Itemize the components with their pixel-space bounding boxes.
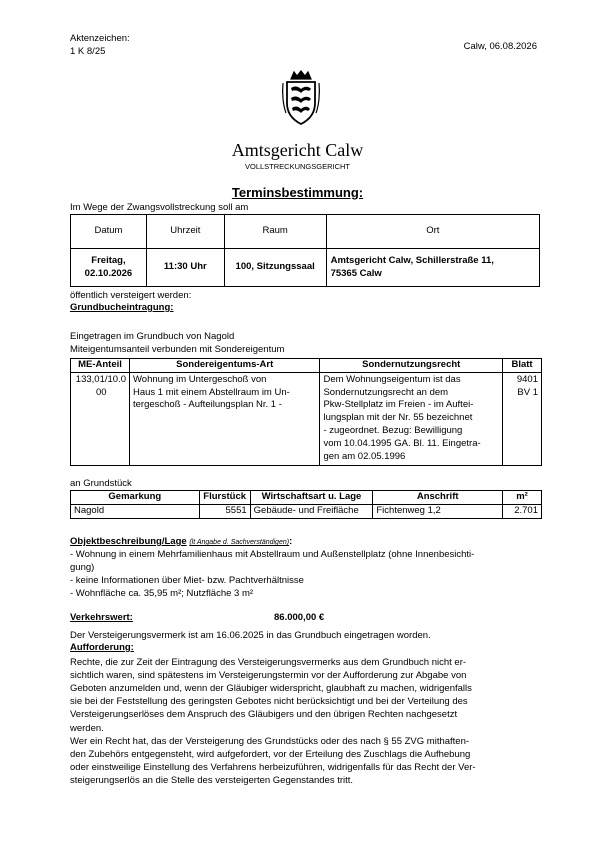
- termin-datum-weekday: Freitag,: [91, 254, 126, 266]
- an-grundstueck-text: an Grundstück: [70, 478, 132, 489]
- termin-header-ort: Ort: [326, 215, 539, 249]
- court-department: VOLLSTRECKUNGSGERICHT: [244, 162, 351, 171]
- me-anteil-line1: 133,01/10.0: [75, 373, 126, 385]
- objekt-line: gung): [70, 562, 95, 574]
- objekt-colon: :: [289, 536, 293, 547]
- termin-datum-date: 02.10.2026: [84, 267, 133, 279]
- termin-ort-line2: 75365 Calw: [330, 267, 382, 279]
- aktenzeichen-value: 1 K 8/25: [70, 45, 106, 57]
- termin-header-row: [71, 215, 540, 249]
- objekt-section: [70, 535, 545, 601]
- gs-header-wirtschaftsart: Wirtschaftsart u. Lage: [250, 491, 373, 505]
- me-anteil: [71, 372, 130, 465]
- me-blatt: [503, 372, 542, 465]
- objekt-heading-line: [70, 535, 545, 548]
- aufforderung-line: sichtlich waren, sind spätestens im Versteigerungstermin vor der Aufforderung zur Abgabe von: [70, 670, 467, 682]
- miteigentum-table: [70, 358, 542, 466]
- gs-anschrift: Fichtenweg 1,2: [373, 505, 503, 519]
- aufforderung-line: Geboten anzumelden und, wenn der Gläubiger widerspricht, glaubhaft zu machen, widrigenfalls: [70, 683, 472, 695]
- me-art-line: Haus 1 mit einem Abstellraum im Un-: [132, 386, 290, 398]
- gs-flurstueck: 5551: [199, 505, 250, 519]
- gs-row: [71, 505, 542, 519]
- aufforderung-line: Versteigerungserlöses dem Anspruch des Gläubigers und den übrigen Rechten nachgesetzt: [70, 709, 458, 721]
- gs-header-gemarkung: Gemarkung: [71, 491, 200, 505]
- termin-row: [71, 249, 540, 287]
- aufforderung-line: steigerungserlös an die Stelle des versteigerten Gegenstandes tritt.: [70, 774, 354, 786]
- place-date: Calw, 06.08.2026: [463, 41, 537, 52]
- me-snr-line: Sondernutzungsrecht an dem: [323, 386, 449, 398]
- me-snr: [320, 372, 503, 465]
- verkehrswert-label: Verkehrswert:: [70, 612, 133, 623]
- coat-of-arms-icon: [281, 69, 321, 127]
- verkehrswert-value: 86.000,00 €: [274, 612, 325, 623]
- aufforderung-line: Rechte, die zur Zeit der Eintragung des Versteigerungsvermerks aus dem Grundbuch nicht er-: [70, 657, 467, 668]
- aufforderung-line: oder einstweilige Einstellung des Verfahrens herbeizuführen, widrigenfalls für das Recht der Ver-: [70, 761, 476, 773]
- me-blatt-line2: BV 1: [517, 386, 538, 398]
- me-snr-line: Pkw-Stellplatz im Freien - im Auftei-: [323, 399, 474, 411]
- gs-wirtschaftsart: Gebäude- und Freifläche: [250, 505, 373, 519]
- aufforderung-line: Wer ein Recht hat, das der Versteigerung des Grundstücks oder des nach § 55 ZVG mithaften-: [70, 735, 470, 747]
- objekt-line: - Wohnung in einem Mehrfamilienhaus mit Abstellraum und Außenstellplatz (ohne Innenbesichti-: [70, 549, 475, 561]
- gs-header-row: [71, 491, 542, 505]
- me-snr-line: - zugeordnet. Bezug: Bewilligung: [323, 425, 463, 437]
- termin-ort-line1: Amtsgericht Calw, Schillerstraße 11,: [330, 254, 494, 266]
- aufforderung-line: den Zubehörs entgegensteht, wird aufgefordert, vor der Erteilung des Zuschlags die Aufhebung: [70, 748, 471, 760]
- me-header-blatt: Blatt: [503, 359, 542, 373]
- gs-header-flaeche: m²: [503, 491, 542, 505]
- miteigentum-text: Miteigentumsanteil verbunden mit Sondereigentum: [70, 344, 285, 355]
- termin-header-uhrzeit: Uhrzeit: [146, 215, 224, 249]
- aktenzeichen-block: [70, 33, 130, 59]
- document-title: Terminsbestimmung:: [231, 185, 364, 200]
- termin-table: [70, 214, 540, 287]
- me-snr-line: lungsplan mit der Nr. 55 bezeichnet: [323, 412, 473, 424]
- grundbuch-heading: Grundbucheintragung:: [70, 302, 174, 313]
- gs-header-flurstueck: Flurstück: [199, 491, 250, 505]
- me-header-art: Sondereigentums-Art: [129, 359, 319, 373]
- me-art-line: tergeschoß - Aufteilungsplan Nr. 1 -: [132, 399, 282, 411]
- versteigert-text: öffentlich versteigert werden:: [70, 290, 192, 301]
- objekt-note: (lt Angabe d. Sachverständigen): [189, 539, 290, 546]
- me-snr-line: gen am 02.05.1996: [323, 450, 406, 462]
- gs-header-anschrift: Anschrift: [373, 491, 503, 505]
- me-snr-line: vom 10.04.1995 GA. Bl. 11. Eingetra-: [323, 437, 481, 449]
- court-name: Amtsgericht Calw: [231, 140, 364, 160]
- objekt-heading: Objektbeschreibung/Lage: [70, 536, 187, 547]
- aufforderung-heading: Aufforderung:: [70, 642, 134, 653]
- aktenzeichen-label: Aktenzeichen:: [70, 33, 130, 44]
- gs-gemarkung: Nagold: [71, 505, 200, 519]
- termin-ort: [326, 249, 539, 287]
- objekt-line: - Wohnfläche ca. 35,95 m²; Nutzfläche 3 m²: [70, 588, 254, 600]
- aufforderung-text: [70, 656, 545, 787]
- me-anteil-line2: 00: [96, 386, 107, 398]
- gs-flaeche: 2.701: [503, 505, 542, 519]
- termin-header-raum: Raum: [224, 215, 326, 249]
- vermerk-text: Der Versteigerungsvermerk ist am 16.06.2025 in das Grundbuch eingetragen worden.: [70, 630, 431, 641]
- grundstueck-table: [70, 490, 542, 519]
- intro-text: Im Wege der Zwangsvollstreckung soll am: [70, 202, 249, 213]
- aufforderung-line: werden.: [70, 722, 104, 734]
- grundbuch-eingetragen: Eingetragen im Grundbuch von Nagold: [70, 331, 235, 342]
- aufforderung-line: sie bei der Feststellung des geringsten Gebotes nicht berücksichtigt und bei der Verteilung des: [70, 696, 468, 708]
- me-row: [71, 372, 542, 465]
- me-blatt-line1: 9401: [516, 373, 538, 385]
- me-header-row: [71, 359, 542, 373]
- termin-header-datum: Datum: [71, 215, 147, 249]
- termin-datum: [71, 249, 147, 287]
- me-art-line: Wohnung im Untergeschoß von: [132, 373, 267, 385]
- me-header-anteil: ME-Anteil: [71, 359, 130, 373]
- termin-raum: 100, Sitzungssaal: [224, 249, 326, 287]
- me-art: [129, 372, 319, 465]
- me-header-snr: Sondernutzungsrecht: [320, 359, 503, 373]
- me-snr-line: Dem Wohnungseigentum ist das: [323, 373, 461, 385]
- objekt-line: - keine Informationen über Miet- bzw. Pachtverhältnisse: [70, 575, 304, 587]
- termin-uhrzeit: 11:30 Uhr: [146, 249, 224, 287]
